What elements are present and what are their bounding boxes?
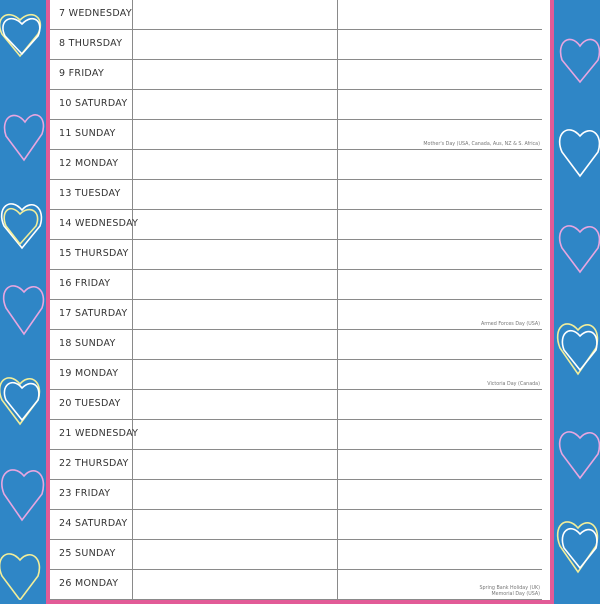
day-row[interactable] bbox=[50, 0, 550, 30]
day-label: 17 SATURDAY bbox=[59, 308, 128, 319]
heart-icon bbox=[4, 286, 44, 334]
day-label: 25 SUNDAY bbox=[59, 548, 116, 559]
day-label: 16 FRIDAY bbox=[59, 278, 111, 289]
right-heart-border bbox=[554, 0, 600, 600]
day-row[interactable] bbox=[50, 240, 550, 270]
holiday-note: Armed Forces Day (USA) bbox=[480, 321, 540, 327]
day-label: 8 THURSDAY bbox=[59, 38, 123, 49]
hearts-left-pattern bbox=[0, 0, 46, 600]
day-row[interactable] bbox=[50, 210, 550, 240]
day-label: 18 SUNDAY bbox=[59, 338, 116, 349]
day-label: 10 SATURDAY bbox=[59, 98, 128, 109]
heart-icon bbox=[4, 383, 39, 420]
day-row[interactable] bbox=[50, 30, 550, 60]
heart-icon bbox=[560, 130, 600, 176]
day-label: 9 FRIDAY bbox=[59, 68, 105, 79]
day-label: 14 WEDNESDAY bbox=[59, 218, 139, 229]
day-label: 22 THURSDAY bbox=[59, 458, 129, 469]
heart-icon bbox=[2, 470, 44, 520]
day-row[interactable] bbox=[50, 300, 550, 330]
day-row[interactable] bbox=[50, 570, 550, 600]
day-label: 11 SUNDAY bbox=[59, 128, 116, 139]
day-label: 7 WEDNESDAY bbox=[59, 8, 132, 19]
heart-icon bbox=[0, 554, 39, 600]
day-row[interactable] bbox=[50, 150, 550, 180]
day-row[interactable] bbox=[50, 420, 550, 450]
heart-icon bbox=[561, 39, 600, 82]
day-row[interactable] bbox=[50, 90, 550, 120]
day-label: 13 TUESDAY bbox=[59, 188, 121, 199]
day-label: 20 TUESDAY bbox=[59, 398, 121, 409]
holiday-note: Spring Bank Holiday (UK) Memorial Day (USA) bbox=[479, 586, 540, 597]
day-row[interactable] bbox=[50, 480, 550, 510]
day-row[interactable] bbox=[50, 360, 550, 390]
day-label: 26 MONDAY bbox=[59, 578, 119, 589]
holiday-note: Mother's Day (USA, Canada, Aus, NZ & S. Africa) bbox=[423, 141, 540, 147]
heart-icon bbox=[4, 209, 37, 244]
heart-icon bbox=[560, 226, 600, 272]
day-row[interactable] bbox=[50, 330, 550, 360]
hearts-right-pattern bbox=[554, 0, 600, 600]
day-row[interactable] bbox=[50, 270, 550, 300]
day-row[interactable] bbox=[50, 120, 550, 150]
heart-icon bbox=[560, 432, 600, 478]
day-row[interactable] bbox=[50, 60, 550, 90]
day-label: 24 SATURDAY bbox=[59, 518, 128, 529]
day-row[interactable] bbox=[50, 180, 550, 210]
day-label: 19 MONDAY bbox=[59, 368, 119, 379]
left-heart-border bbox=[0, 0, 46, 600]
day-row[interactable] bbox=[50, 390, 550, 420]
heart-icon bbox=[5, 115, 44, 160]
heart-icon bbox=[562, 529, 597, 568]
day-label: 12 MONDAY bbox=[59, 158, 119, 169]
day-label: 15 THURSDAY bbox=[59, 248, 129, 259]
planner-page bbox=[50, 0, 550, 600]
day-row[interactable] bbox=[50, 510, 550, 540]
day-label: 21 WEDNESDAY bbox=[59, 428, 139, 439]
day-row[interactable] bbox=[50, 450, 550, 480]
day-row[interactable] bbox=[50, 540, 550, 570]
heart-icon bbox=[3, 19, 40, 54]
day-label: 23 FRIDAY bbox=[59, 488, 111, 499]
heart-icon bbox=[562, 331, 597, 370]
holiday-note: Victoria Day (Canada) bbox=[487, 381, 540, 387]
